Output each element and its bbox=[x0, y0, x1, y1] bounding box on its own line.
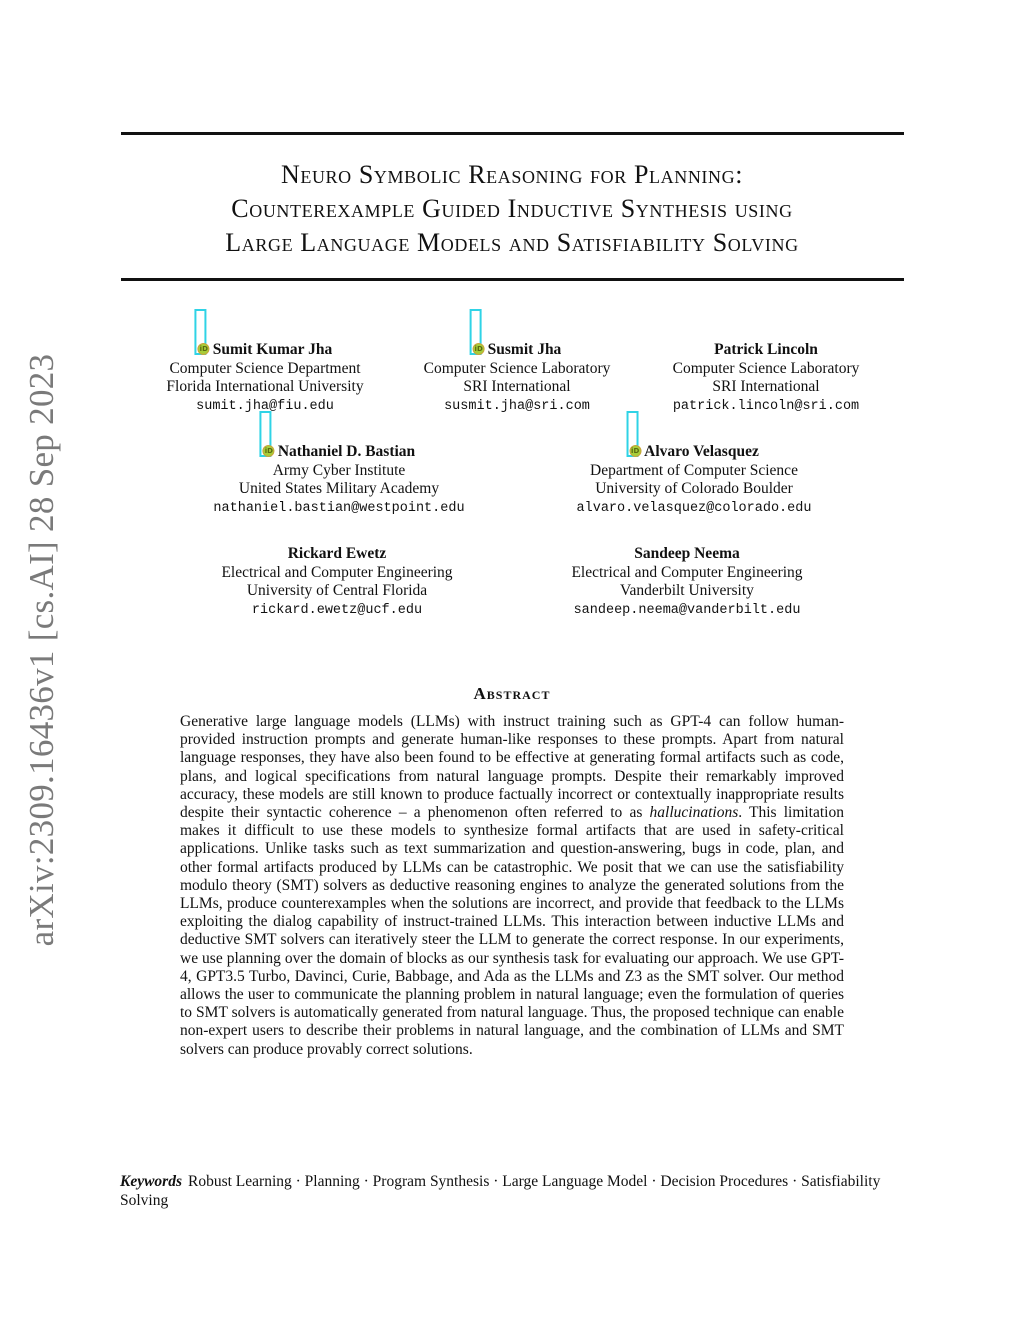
title-bottom-rule bbox=[121, 278, 904, 281]
orcid-icon: iD bbox=[199, 345, 208, 353]
author-block-nathaniel-bastian bbox=[213, 443, 464, 518]
orcid-icon: iD bbox=[474, 345, 483, 353]
orcid-icon: iD bbox=[631, 447, 640, 455]
author-affiliation-dept: Electrical and Computer Engineering bbox=[571, 563, 803, 581]
author-affiliation-dept: Department of Computer Science bbox=[590, 461, 798, 479]
author-block-sumit-kumar-jha bbox=[166, 341, 363, 416]
author-name: Patrick Lincoln bbox=[714, 341, 818, 358]
author-block-susmit-jha bbox=[424, 341, 611, 416]
author-affiliation-dept: Computer Science Laboratory bbox=[423, 359, 611, 377]
author-email[interactable]: sumit.jha@fiu.edu bbox=[196, 398, 334, 414]
author-block-patrick-lincoln bbox=[673, 341, 860, 416]
abstract-heading: Abstract bbox=[473, 684, 551, 703]
author-name bbox=[577, 443, 812, 462]
author-email[interactable]: sandeep.neema@vanderbilt.edu bbox=[573, 602, 801, 618]
author-affiliation-inst: United States Military Academy bbox=[238, 480, 440, 497]
author-email[interactable]: rickard.ewetz@ucf.edu bbox=[251, 602, 423, 618]
author-name-text: Nathaniel D. Bastian bbox=[277, 443, 416, 460]
author-affiliation-inst: SRI International bbox=[463, 378, 571, 395]
author-email[interactable]: patrick.lincoln@sri.com bbox=[672, 398, 860, 414]
title-line-3: Large Language Models and Satisfiability Solving bbox=[225, 228, 799, 257]
author-affiliation-dept: Electrical and Computer Engineering bbox=[221, 563, 453, 581]
author-affiliation-dept: Computer Science Department bbox=[169, 359, 361, 377]
author-name-text: Alvaro Velasquez bbox=[644, 443, 759, 460]
author-affiliation-inst: University of Central Florida bbox=[246, 582, 428, 599]
author-name bbox=[166, 341, 363, 360]
author-name bbox=[424, 341, 611, 360]
author-affiliation-dept: Computer Science Laboratory bbox=[672, 359, 860, 377]
author-name bbox=[213, 443, 464, 462]
author-email[interactable]: susmit.jha@sri.com bbox=[444, 398, 590, 414]
title-line-1: Neuro Symbolic Reasoning for Planning: bbox=[280, 160, 744, 189]
keywords-section bbox=[120, 1172, 905, 1210]
author-name: Rickard Ewetz bbox=[287, 545, 387, 562]
author-name-text: Sumit Kumar Jha bbox=[212, 341, 333, 358]
author-affiliation-inst: University of Colorado Boulder bbox=[595, 480, 793, 497]
abstract-text-part-2: . This limitation makes it difficult to use these models to synthesize formal artifacts that are used in safety-critical applications. Unlike tasks such as text summarization and question-answering, bugs in code, plan, and other formal artifacts produced by LLMs can be catastrophic. We posit that we can use the satisfiability modulo theory (SMT) solvers as deductive reasoning engines to analyze the generated solutions from the LLMs, produce counterexamples when the solutions are incorrect, and provide that feedback to the LLMs exploiting the dialog capability of instruct-trained LLMs. This interaction between inductive LLMs and deductive SMT solvers can iteratively steer the LLM to generate the correct response. In our experiments, we use planning over the domain of blocks as our synthesis task for evaluating our approach. We use GPT-4, GPT3.5 Turbo, Davinci, Curie, Babbage, and Ada as the LLMs and Z3 as the SMT solver. Our method allows the user to communicate the planning problem in natural language; even the formulation of queries to SMT solvers is automatically generated from natural language. Thus, the proposed technique can enable non-expert users to describe their problems in natural language, and the combination of LLMs and SMT solvers can produce provably correct solutions. bbox=[180, 804, 844, 1058]
author-affiliation-dept: Army Cyber Institute bbox=[272, 461, 406, 479]
abstract-body bbox=[180, 713, 844, 1059]
author-email[interactable]: alvaro.velasquez@colorado.edu bbox=[576, 500, 812, 516]
orcid-link[interactable] bbox=[473, 343, 485, 355]
author-email[interactable]: nathaniel.bastian@westpoint.edu bbox=[213, 500, 465, 516]
author-affiliation-inst: Florida International University bbox=[166, 378, 364, 395]
author-block-rickard-ewetz bbox=[221, 545, 452, 620]
orcid-icon: iD bbox=[264, 447, 273, 455]
abstract-text-part-1: Generative large language models (LLMs) with instruct training such as GPT-4 can follow human-provided instruction prompts and generate human-like responses to these prompts. Apart from natural language responses, they have also been found to be effective at generating formal artifacts such as code, plans, and logical specifications from natural language prompts. Despite their remarkably improved accuracy, these models are still known to produce factually incorrect or contextually inappropriate results despite their syntactic coherence – a phenomenon often referred to as bbox=[180, 713, 844, 822]
author-name-text: Susmit Jha bbox=[487, 341, 562, 358]
keywords-label: Keywords bbox=[120, 1173, 182, 1190]
author-affiliation-inst: Vanderbilt University bbox=[620, 582, 754, 599]
arxiv-identifier-stamp: arXiv:2309.16436v1 [cs.AI] 28 Sep 2023 bbox=[22, 353, 61, 947]
orcid-link[interactable] bbox=[263, 445, 275, 457]
keywords-list: Robust Learning · Planning · Program Synthesis · Large Language Model · Decision Procedures · Satisfiability Solving bbox=[120, 1173, 881, 1209]
abstract-italic-term: hallucinations bbox=[649, 804, 739, 822]
orcid-link[interactable] bbox=[629, 445, 641, 457]
orcid-link[interactable] bbox=[198, 343, 210, 355]
author-affiliation-inst: SRI International bbox=[712, 378, 820, 395]
title-line-2: Counterexample Guided Inductive Synthesis using bbox=[231, 194, 793, 223]
author-block-sandeep-neema bbox=[571, 545, 802, 620]
paper-title bbox=[100, 158, 924, 260]
author-block-alvaro-velasquez bbox=[577, 443, 812, 518]
author-name: Sandeep Neema bbox=[634, 545, 740, 562]
title-top-rule bbox=[121, 132, 904, 135]
